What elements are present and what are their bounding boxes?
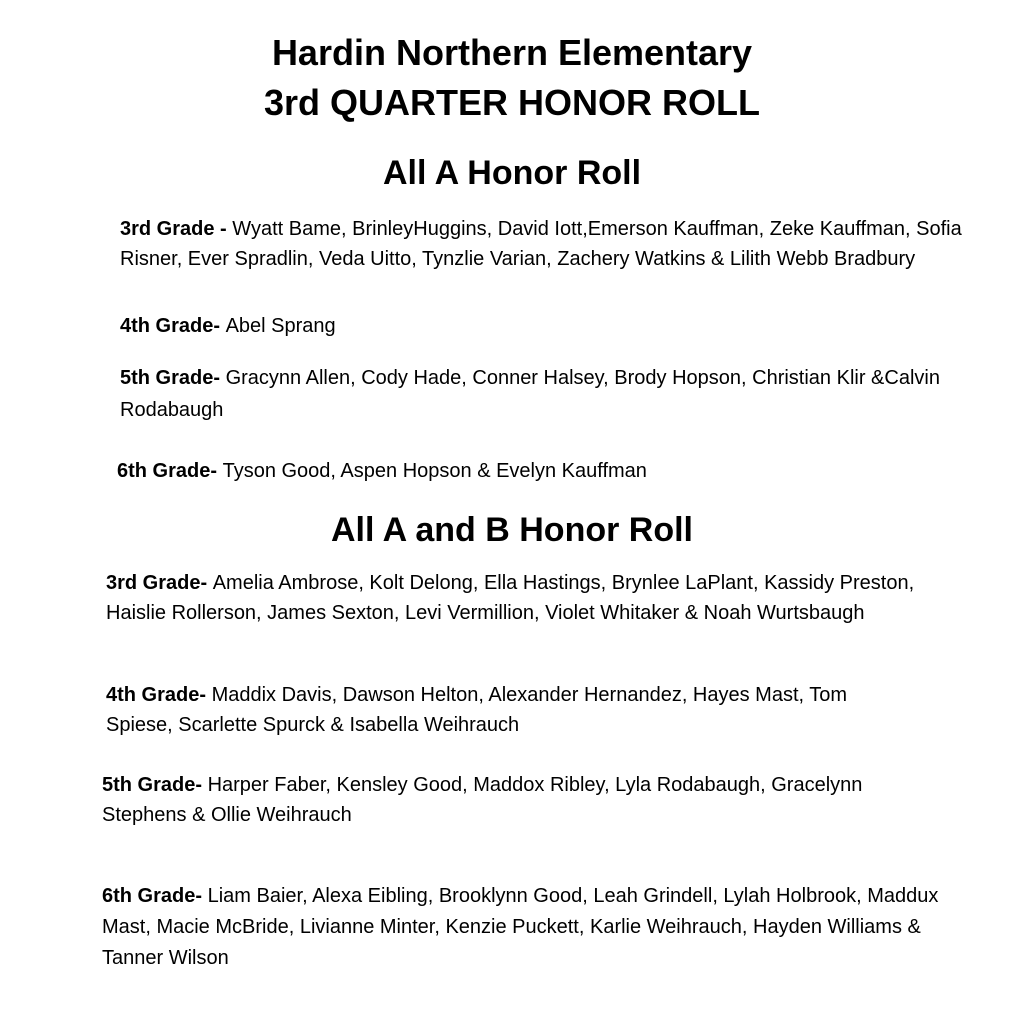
grade-label: 6th Grade- — [117, 460, 223, 482]
all-a-5th-grade-entry — [120, 362, 970, 426]
grade-label: 5th Grade- — [120, 367, 226, 389]
all-a-heading: All A Honor Roll — [382, 154, 642, 192]
all-ab-heading: All A and B Honor Roll — [330, 511, 693, 549]
grade-label: 4th Grade- — [120, 315, 226, 337]
student-names: Amelia Ambrose, Kolt Delong, Ella Hastings, Brynlee LaPlant, Kassidy Preston, Haislie Rollerson, James Sexton, Levi Vermillion, Violet Whitaker & Noah Wurtsbaugh — [106, 572, 915, 624]
grade-label: 6th Grade- — [102, 885, 208, 907]
grade-label: 3rd Grade - — [120, 218, 233, 240]
report-title: 3rd QUARTER HONOR ROLL — [263, 82, 760, 123]
student-names: Maddix Davis, Dawson Helton, Alexander Hernandez, Hayes Mast, Tom Spiese, Scarlette Spurck & Isabella Weihrauch — [106, 684, 848, 736]
all-ab-6th-grade-entry — [102, 881, 972, 974]
student-names: Tyson Good, Aspen Hopson & Evelyn Kauffman — [222, 460, 647, 482]
all-a-4th-grade-entry — [120, 311, 970, 341]
all-ab-3rd-grade-entry — [106, 568, 936, 628]
student-names: Abel Sprang — [225, 315, 336, 337]
student-names: Wyatt Bame, BrinleyHuggins, David Iott,Emerson Kauffman, Zeke Kauffman, Sofia Risner, Ever Spradlin, Veda Uitto, Tynzlie Varian, Zachery Watkins & Lilith Webb Bradbury — [120, 218, 962, 270]
grade-label: 4th Grade- — [106, 684, 212, 706]
school-name: Hardin Northern Elementary — [271, 32, 753, 73]
student-names: Harper Faber, Kensley Good, Maddox Ribley, Lyla Rodabaugh, Gracelynn Stephens & Ollie Weihrauch — [102, 774, 863, 826]
student-names: Gracynn Allen, Cody Hade, Conner Halsey, Brody Hopson, Christian Klir &Calvin Rodabaugh — [120, 367, 940, 421]
grade-label: 5th Grade- — [102, 774, 208, 796]
all-ab-5th-grade-entry — [102, 770, 872, 830]
all-ab-4th-grade-entry — [106, 680, 906, 740]
grade-label: 3rd Grade- — [106, 572, 213, 594]
all-a-6th-grade-entry — [117, 456, 967, 486]
student-names: Liam Baier, Alexa Eibling, Brooklynn Good, Leah Grindell, Lylah Holbrook, Maddux Mast, Macie McBride, Livianne Minter, Kenzie Puckett, Karlie Weihrauch, Hayden Williams & Tanner Wilson — [102, 885, 939, 969]
all-a-3rd-grade-entry — [120, 214, 970, 274]
